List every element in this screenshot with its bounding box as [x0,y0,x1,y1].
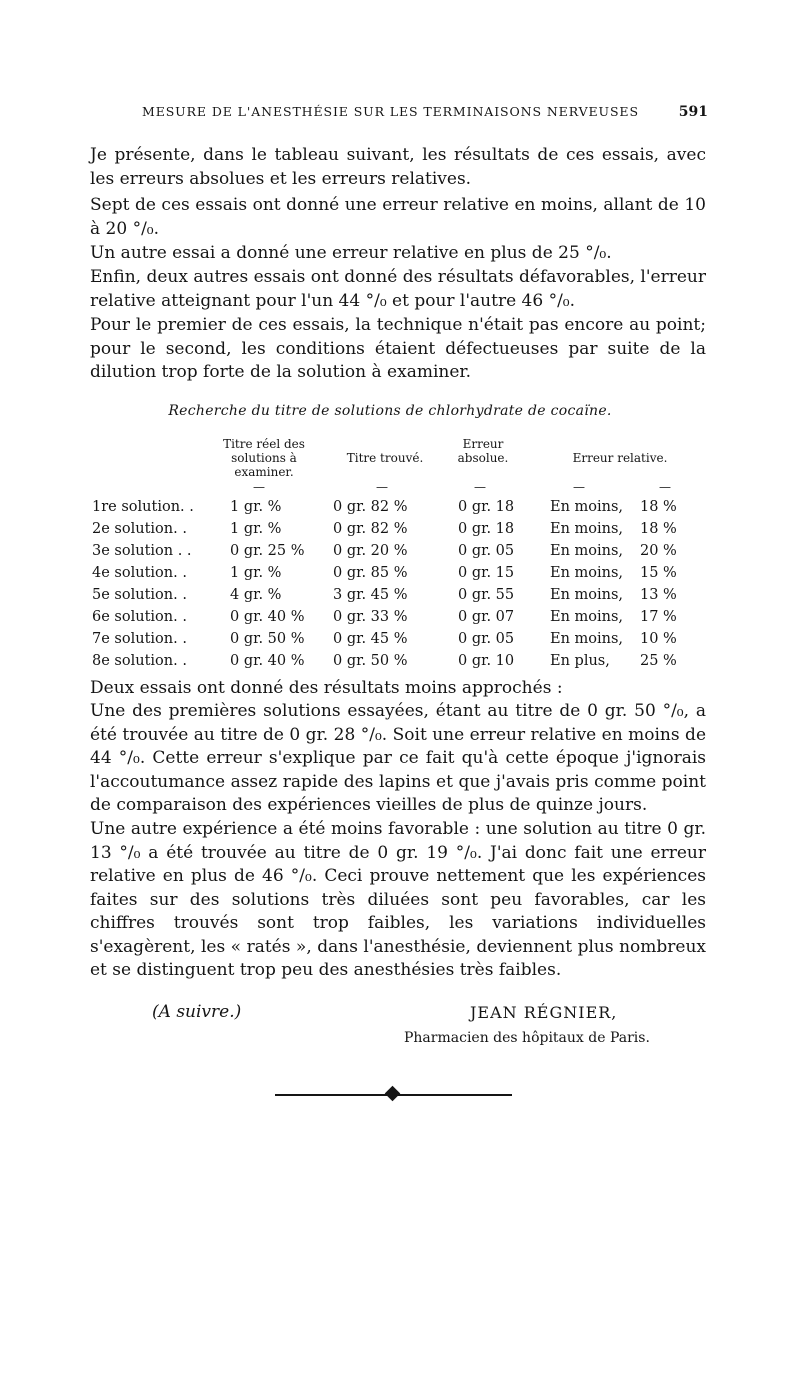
row-label: 2e solution. . [92,521,187,537]
paragraph-body-1: Deux essais ont donné des résultats moins approchés : [90,678,563,698]
paragraph-intro-2: Sept de ces essais ont donné une erreur relative en moins, allant de 10 à 20 °/₀. [90,195,706,239]
header-dash: — [474,480,486,494]
cell-erreur-absolue: 0 gr. 07 [458,609,515,625]
row-label: 6e solution. . [92,609,187,625]
header-dash: — [376,480,388,494]
table-row [0,565,800,587]
col-header-titre-reel: Titre réel des solutions à examiner. [223,437,305,479]
cell-erreur-relative: 18 % [640,521,677,537]
cell-erreur-absolue: 0 gr. 18 [458,499,515,515]
cell-sens: En moins, [550,499,624,515]
table-row [0,521,800,543]
row-label: 7e solution. . [92,631,187,647]
cell-sens: En moins, [550,609,624,625]
header-dash: — [253,480,265,494]
cell-erreur-absolue: 0 gr. 18 [458,521,515,537]
row-label: 5e solution. . [92,587,187,603]
table-row [0,653,800,675]
paragraph-intro-4: Enfin, deux autres essais ont donné des résultats défavorables, l'erreur relative atteignant pour l'un 44 °/₀ et pour l'autre 46 °/₀. [90,267,706,311]
cell-sens: En moins, [550,587,624,603]
page-number: 591 [678,104,708,120]
author-title: Pharmacien des hôpitaux de Paris. [404,1030,650,1046]
cell-erreur-relative: 10 % [640,631,677,647]
cell-erreur-relative: 18 % [640,499,677,515]
cell-erreur-absolue: 0 gr. 05 [458,631,515,647]
running-header [142,104,708,119]
table-caption: Recherche du titre de solutions de chlorhydrate de cocaïne. [168,403,612,419]
cell-titre-reel: 1 gr. % [230,565,282,581]
paragraph-body-2: Une des premières solutions essayées, étant au titre de 0 gr. 50 °/₀, a été trouvée au titre de 0 gr. 28 °/₀. Soit une erreur relative en moins de 44 °/₀. Cette erreur s'explique par ce fait qu'à cette époque j'ignorais l'accoutumance assez rapide des lapins et que j'avais pris comme point de comparaison des expériences vieilles de plus de quinze jours. [90,701,706,815]
header-dash: — [659,480,671,494]
diamond-ornament-icon [385,1086,401,1102]
a-suivre: (A suivre.) [152,1002,242,1022]
paragraph-body-3: Une autre expérience a été moins favorable : une solution au titre 0 gr. 13 °/₀ a été trouvée au titre de 0 gr. 19 °/₀. J'ai donc fait une erreur relative en plus de 46 °/₀. Ceci prouve nettement que les expériences faites sur des solutions très diluées sont peu favorables, car les chiffres trouvés sont trop faibles, les variations individuelles s'exagèrent, les « ratés », dans l'anesthésie, deviennent plus nombreux et se distinguent trop peu des anesthésies très faibles. [90,819,706,980]
table-row [0,631,800,653]
cell-erreur-relative: 13 % [640,587,677,603]
paragraph-intro-3: Un autre essai a donné une erreur relative en plus de 25 °/₀. [90,243,612,263]
cell-sens: En moins, [550,631,624,647]
paragraph-intro-5: Pour le premier de ces essais, la technique n'était pas encore au point; pour le second, les conditions étaient défectueuses par suite de la dilution trop forte de la solution à examiner. [90,315,706,382]
row-label: 4e solution. . [92,565,187,581]
cell-titre-trouve: 0 gr. 82 % [333,521,408,537]
cell-titre-reel: 0 gr. 40 % [230,609,305,625]
cell-titre-trouve: 0 gr. 45 % [333,631,408,647]
table-row [0,587,800,609]
cell-erreur-absolue: 0 gr. 15 [458,565,515,581]
table-row [0,543,800,565]
author-name: JEAN RÉGNIER, [470,1003,618,1022]
paragraph-intro-1: Je présente, dans le tableau suivant, les résultats de ces essais, avec les erreurs absolues et les erreurs relatives. [90,145,706,189]
cell-erreur-relative: 25 % [640,653,677,669]
table-row [0,609,800,631]
cell-titre-reel: 4 gr. % [230,587,282,603]
cell-sens: En moins, [550,565,624,581]
col-header-erreur-absolue: Erreur absolue. [457,437,509,465]
cell-erreur-relative: 17 % [640,609,677,625]
cell-titre-trouve: 0 gr. 82 % [333,499,408,515]
cell-titre-reel: 0 gr. 40 % [230,653,305,669]
cell-titre-reel: 0 gr. 50 % [230,631,305,647]
row-label: 1re solution. . [92,499,194,515]
col-header-erreur-relative: Erreur relative. [572,451,668,465]
cell-titre-trouve: 0 gr. 33 % [333,609,408,625]
cell-titre-trouve: 0 gr. 85 % [333,565,408,581]
running-title: MESURE DE L'ANESTHÉSIE SUR LES TERMINAISONS NERVEUSES [142,104,639,119]
cell-erreur-relative: 15 % [640,565,677,581]
cell-titre-trouve: 3 gr. 45 % [333,587,408,603]
cell-erreur-absolue: 0 gr. 05 [458,543,515,559]
cell-titre-trouve: 0 gr. 50 % [333,653,408,669]
header-dash: — [573,480,585,494]
cell-erreur-absolue: 0 gr. 55 [458,587,515,603]
cell-erreur-absolue: 0 gr. 10 [458,653,515,669]
cell-sens: En moins, [550,543,624,559]
cell-sens: En moins, [550,521,624,537]
table-row [0,499,800,521]
row-label: 3e solution . . [92,543,192,559]
cell-sens: En plus, [550,653,610,669]
row-label: 8e solution. . [92,653,187,669]
cell-titre-reel: 1 gr. % [230,499,282,515]
cell-titre-reel: 1 gr. % [230,521,282,537]
col-header-titre-trouve: Titre trouvé. [346,451,424,465]
cell-titre-trouve: 0 gr. 20 % [333,543,408,559]
cell-erreur-relative: 20 % [640,543,677,559]
cell-titre-reel: 0 gr. 25 % [230,543,305,559]
